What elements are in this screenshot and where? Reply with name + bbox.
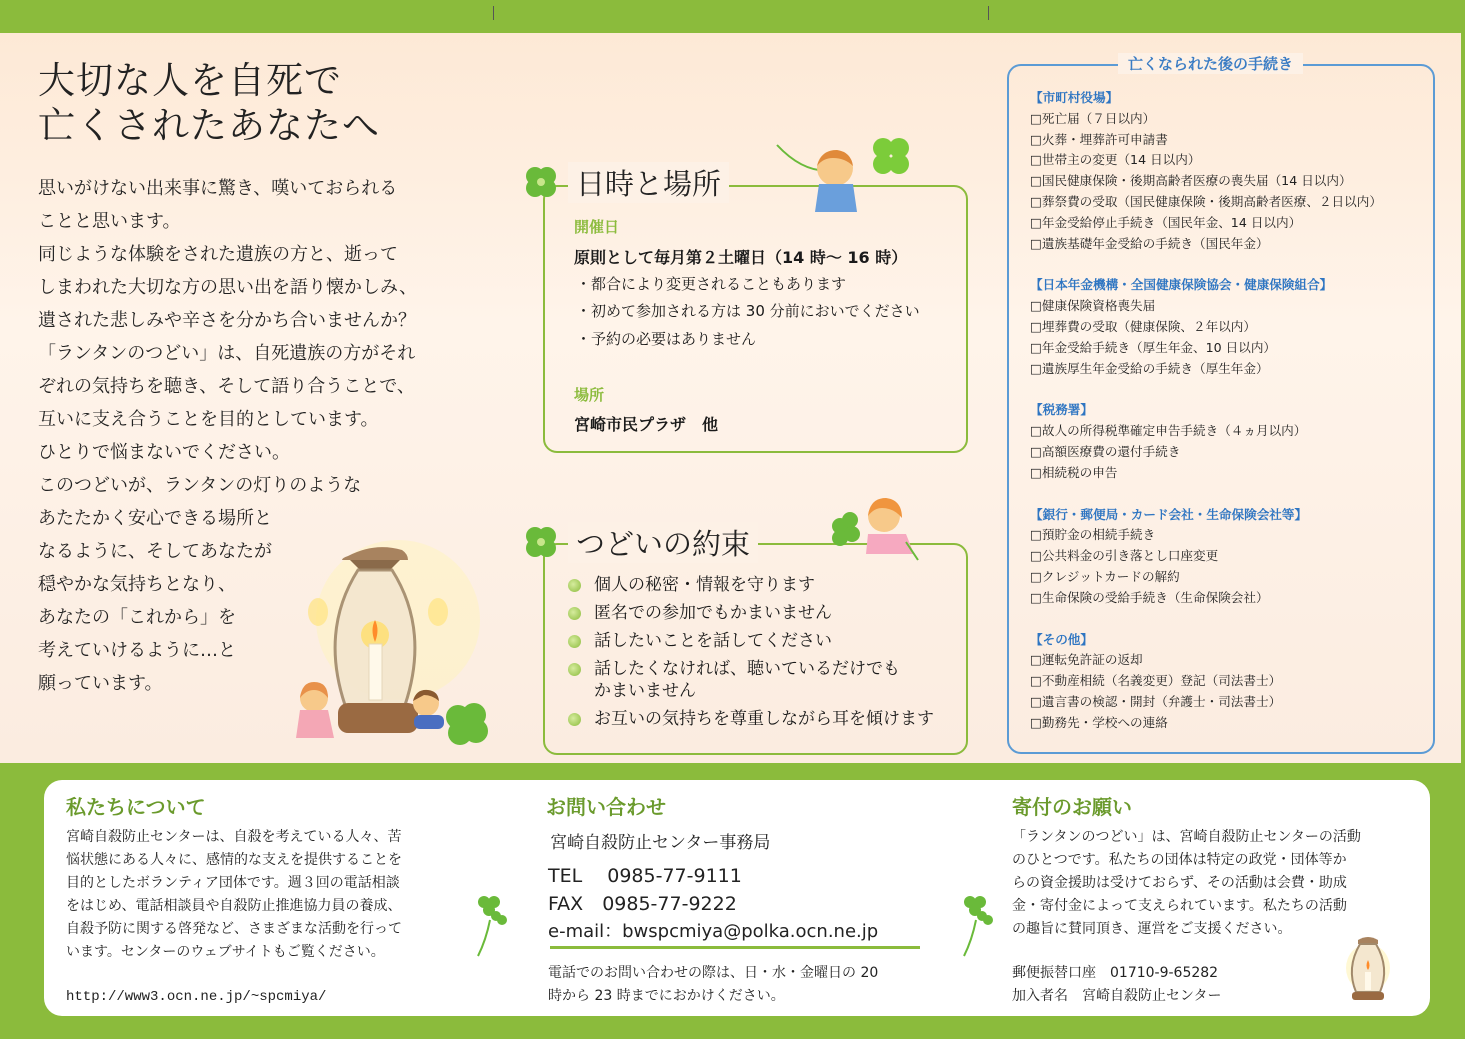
donation-line: の趣旨に賛同頂き、運営をご支援ください。	[1012, 921, 1292, 937]
contact-office: 宮崎自殺防止センター事務局	[550, 833, 771, 853]
clover-sprig-icon	[472, 890, 508, 960]
promise-item: 匿名での参加でもかまいません	[568, 602, 934, 624]
date-main: 原則として毎月第２土曜日（14 時〜 16 時）	[574, 248, 908, 267]
donation-title: 寄付のお願い	[1012, 795, 1132, 819]
procedure-item: □相続税の申告	[1030, 464, 1118, 480]
donation-line: らの資金援助は受けておらず、その活動は会費・助成	[1012, 875, 1347, 891]
top-green-band	[0, 0, 1465, 33]
page-title	[38, 58, 380, 148]
procedure-item: □年金受給停止手続き（国民年金、14 日以内）	[1030, 214, 1302, 230]
about-line: います。センターのウェブサイトもご覧ください。	[66, 944, 385, 960]
contact-note-line: 時から 23 時までにおかけください。	[548, 988, 785, 1004]
place-heading: 場所	[574, 386, 605, 404]
procedures-list	[1030, 88, 1430, 734]
procedure-item: □預貯金の相続手続き	[1030, 527, 1156, 543]
procedure-item: □世帯主の変更（14 日以内）	[1030, 152, 1201, 168]
promise-item: 話したくなければ、聴いているだけでも	[568, 658, 934, 680]
boy-with-clover-illustration	[775, 130, 925, 220]
procedure-item: □故人の所得税準確定申告手続き（４ヵ月以内）	[1030, 423, 1307, 439]
procedure-item: □年金受給手続き（厚生年金、10 日以内）	[1030, 339, 1277, 355]
procedure-group-heading: 【税務署】	[1030, 402, 1093, 418]
intro-line: ことと思います。	[38, 211, 181, 232]
procedure-item: □遺族厚生年金受給の手続き（厚生年金）	[1030, 360, 1269, 376]
procedure-group-heading: 【日本年金機構・全国健康保険協会・健康保険組合】	[1030, 277, 1333, 293]
bullet-icon	[568, 579, 581, 592]
fold-mark	[493, 6, 494, 20]
procedure-item: □運転免許証の返却	[1030, 652, 1143, 668]
intro-line: ひとりで悩まないでください。	[38, 442, 290, 463]
intro-line: しまわれた大切な方の思い出を語り懐かしみ、	[38, 277, 418, 298]
divider	[550, 946, 920, 949]
lantern-icon	[1340, 932, 1396, 1002]
procedure-item: □遺言書の検認・開封（弁護士・司法書士）	[1030, 693, 1282, 709]
intro-line: 思いがけない出来事に驚き、嘆いておられる	[38, 178, 398, 199]
schedule-title: 日時と場所	[568, 162, 729, 203]
clover-icon	[521, 522, 561, 562]
procedure-group-heading: 【銀行・郵便局・カード会社・生命保険会社等】	[1030, 506, 1308, 522]
date-heading: 開催日	[574, 218, 620, 236]
procedure-item: □不動産相続（名義変更）登記（司法書士）	[1030, 673, 1282, 689]
procedure-item: □国民健康保険・後期高齢者医療の喪失届（14 日以内）	[1030, 173, 1352, 189]
procedure-group-heading: 【その他】	[1030, 631, 1093, 647]
about-title: 私たちについて	[66, 795, 206, 819]
about-line: 宮崎自殺防止センターは、自殺を考えている人々、苦	[66, 829, 402, 845]
procedure-item: □クレジットカードの解約	[1030, 568, 1180, 584]
donation-line: 「ランタンのつどい」は、宮崎自殺防止センターの活動	[1012, 829, 1361, 845]
intro-line: 考えていけるように…と	[38, 640, 236, 661]
title-line-1: 大切な人を自死で	[38, 59, 342, 102]
girl-with-clover-illustration	[826, 494, 926, 564]
donation-line: のひとつです。私たちの団体は特定の政党・団体等か	[1012, 852, 1347, 868]
procedure-item: □勤務先・学校への連絡	[1030, 714, 1168, 730]
bullet-icon	[568, 663, 581, 676]
intro-line: 穏やかな気持ちとなり、	[38, 574, 236, 595]
contact-note	[548, 962, 878, 1008]
contact-fax: FAX 0985-77-9222	[548, 893, 737, 915]
contact-note-line: 電話でのお問い合わせの際は、日・水・金曜日の 20	[548, 965, 879, 981]
procedures-title: 亡くなられた後の手続き	[1118, 53, 1303, 74]
procedure-item: □高額医療費の還付手続き	[1030, 443, 1181, 459]
bullet-icon	[568, 635, 581, 648]
about-line: 自殺予防に関する啓発など、さまざまな活動を行って	[66, 921, 402, 937]
intro-line: あたたかく安心できる場所と	[38, 508, 272, 529]
intro-line: 同じような体験をされた遺族の方と、逝って	[38, 244, 398, 265]
donation-account	[1012, 962, 1221, 1008]
about-line: をはじめ、電話相談員や自殺防止推進協力員の養成、	[66, 898, 402, 914]
contact-title: お問い合わせ	[546, 795, 666, 819]
place-value: 宮崎市民プラザ 他	[574, 415, 719, 434]
intro-line: ぞれの気持ちを聴き、そして語り合うことで、	[38, 376, 415, 397]
intro-line: 互いに支え合うことを目的としています。	[38, 409, 379, 430]
promise-item: お互いの気持ちを尊重しながら耳を傾けます	[568, 708, 934, 730]
promise-item: 話したいことを話してください	[568, 630, 934, 652]
about-line: 悩状態にある人々に、感情的な支えを提供することを	[66, 852, 402, 868]
procedure-item: □遺族基礎年金受給の手続き（国民年金）	[1030, 235, 1269, 251]
intro-line: 「ランタンのつどい」は、自死遺族の方がそれ	[38, 343, 416, 364]
procedure-item: □健康保険資格喪失届	[1030, 298, 1156, 314]
account-holder: 加入者名 宮崎自殺防止センター	[1012, 988, 1222, 1004]
procedure-group-heading: 【市町村役場】	[1030, 90, 1119, 105]
donation-line: 金・寄付金によって支えられています。私たちの活動	[1012, 898, 1347, 914]
postal-account: 郵便振替口座 01710-9-65282	[1012, 965, 1219, 981]
about-text	[66, 826, 402, 964]
about-url-link[interactable]: http://www3.ocn.ne.jp/~spcmiya/	[66, 989, 327, 1005]
title-line-2: 亡くされたあなたへ	[38, 104, 380, 147]
clover-icon	[521, 162, 561, 202]
procedure-item: □死亡届（７日以内）	[1030, 110, 1156, 126]
clover-sprig-icon	[958, 890, 994, 960]
about-line: 目的としたボランティア団体です。週３回の電話相談	[66, 875, 400, 891]
procedure-item: □埋葬費の受取（健康保険、２年以内）	[1030, 318, 1256, 334]
promise-list	[568, 574, 934, 736]
girl-illustration	[292, 680, 340, 744]
procedure-item: □生命保険の受給手続き（生命保険会社）	[1030, 589, 1269, 605]
intro-line: なるように、そしてあなたが	[38, 541, 272, 562]
intro-line: あなたの「これから」を	[38, 607, 236, 628]
procedure-item: □公共料金の引き落とし口座変更	[1030, 548, 1219, 564]
promise-title: つどいの約束	[568, 522, 758, 563]
intro-line: 遺された悲しみや辛さを分かち合いませんか？	[38, 310, 416, 331]
promise-item-continued: かまいません	[594, 681, 696, 701]
intro-line: 願っています。	[38, 673, 163, 694]
schedule-note: ・都合により変更されることもあります	[576, 275, 847, 293]
procedure-item: □火葬・埋葬許可申請書	[1030, 131, 1168, 147]
bullet-icon	[568, 713, 581, 726]
promise-item: 個人の秘密・情報を守ります	[568, 574, 934, 596]
donation-text	[1012, 826, 1361, 941]
fold-mark	[988, 6, 989, 20]
boy-clover-illustration	[404, 685, 488, 745]
contact-email-link[interactable]: e-mail：bwspcmiya@polka.ocn.ne.jp	[548, 921, 879, 942]
contact-tel[interactable]: TEL 0985-77-9111	[548, 865, 742, 887]
schedule-note: ・予約の必要はありません	[576, 330, 757, 348]
procedure-item: □葬祭費の受取（国民健康保険・後期高齢者医療、２日以内）	[1030, 193, 1382, 209]
schedule-note: ・初めて参加される方は 30 分前においでください	[576, 302, 920, 320]
bullet-icon	[568, 607, 581, 620]
intro-line: このつどいが、ランタンの灯りのような	[38, 475, 362, 496]
